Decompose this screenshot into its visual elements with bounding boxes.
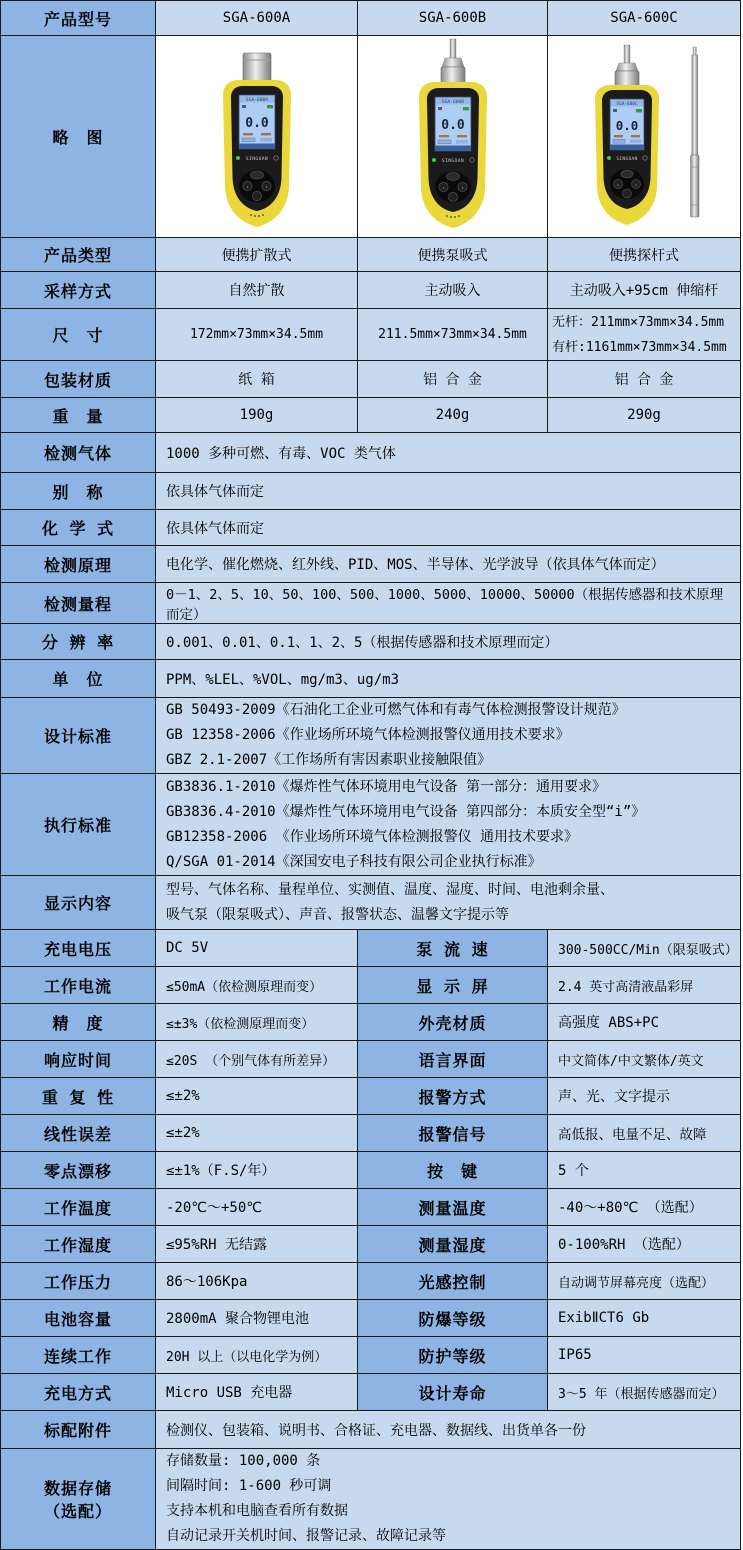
row-label-resolution: 分 辨 率 xyxy=(1,624,156,660)
svg-text:‹: ‹ xyxy=(616,182,620,188)
detection-range-value: 0－1、2、5、10、50、100、500、1000、5000、10000、50000（根据传感器和技术原理而定） xyxy=(156,583,741,624)
table-row xyxy=(1,583,741,624)
model-name-sga-600a: SGA-600A xyxy=(156,1,358,36)
design-life-value: 3～5 年（根据传感器而定） xyxy=(548,1374,741,1411)
data-storage-line: 存储数量: 100,000 条 xyxy=(166,1453,321,1469)
product-type-b: 便携泵吸式 xyxy=(358,238,548,272)
sensor-cap xyxy=(615,71,639,86)
product-type-c: 便携探杆式 xyxy=(548,238,741,272)
language-ui-value: 中文简体/中文繁体/英文 xyxy=(548,1041,741,1078)
model-name-sga-600c: SGA-600C xyxy=(548,1,741,36)
screen-reading: 0.0 xyxy=(615,117,639,133)
table-row xyxy=(1,624,741,660)
row-label-display-content: 显示内容 xyxy=(1,876,156,930)
row-label-alias: 别 称 xyxy=(1,473,156,510)
dimensions-c xyxy=(548,309,741,361)
table-row xyxy=(1,774,741,876)
svg-text:SGA-600A: SGA-600A xyxy=(245,97,268,103)
svg-text:‹: ‹ xyxy=(441,185,445,191)
svg-text:›: › xyxy=(634,182,638,188)
alarm-signal-value: 高低报、电量不足、故障 xyxy=(548,1115,741,1152)
display-content-line: 吸气泵（限泵吸式）、声音、报警状态、温馨文字提示等 xyxy=(166,906,509,923)
table-row xyxy=(1,1263,741,1300)
pump-flow-value: 300-500CC/Min（限泵吸式） xyxy=(548,930,741,967)
data-storage-label-line2: （选配） xyxy=(43,1502,112,1521)
row-label-chemical-formula: 化 学 式 xyxy=(1,510,156,546)
telescopic-rod-tip xyxy=(693,47,696,55)
row-label-working-humidity: 工作湿度 xyxy=(1,1226,156,1263)
row-label-unit: 单 位 xyxy=(1,660,156,698)
row-label-design-life: 设计寿命 xyxy=(358,1374,548,1411)
design-standard-line: GB 12358-2006《作业场所环境气体检测报警仪通用技术要求》 xyxy=(166,727,570,743)
svg-text:‹: ‹ xyxy=(245,184,249,190)
row-label-detected-gases: 检测气体 xyxy=(1,433,156,473)
row-label-design-standards: 设计标准 xyxy=(1,698,156,774)
row-label-working-current: 工作电流 xyxy=(1,967,156,1004)
table-row xyxy=(1,361,741,398)
table-row xyxy=(1,876,741,930)
row-label-sketch: 略 图 xyxy=(1,36,156,238)
device-image-sga-600c xyxy=(548,36,741,238)
light-control-value: 自动调节屏幕亮度（选配） xyxy=(548,1263,741,1300)
row-label-zero-drift: 零点漂移 xyxy=(1,1152,156,1189)
row-label-product-type: 产品类型 xyxy=(1,238,156,272)
table-row xyxy=(1,660,741,698)
table-row xyxy=(1,967,741,1004)
display-content-line: 型号、气体名称、量程单位、实测值、温度、湿度、时间、电池剩余量、 xyxy=(166,881,614,898)
table-row xyxy=(1,1189,741,1226)
measuring-temperature-value: -40～+80℃ （选配） xyxy=(548,1189,741,1226)
device-illustration-diffusion xyxy=(187,37,327,233)
working-temperature-value: -20℃～+50℃ xyxy=(156,1189,358,1226)
row-label-standard-accessories: 标配附件 xyxy=(1,1411,156,1449)
sampling-a: 自然扩散 xyxy=(156,272,358,309)
continuous-working-value: 20H 以上（以电化学为例） xyxy=(156,1337,358,1374)
row-label-detection-principle: 检测原理 xyxy=(1,546,156,583)
row-label-linearity-error: 线性误差 xyxy=(1,1115,156,1152)
row-label-repeatability: 重 复 性 xyxy=(1,1078,156,1115)
table-row xyxy=(1,433,741,473)
executive-standard-line: Q/SGA 01-2014《深国安电子科技有限公司企业执行标准》 xyxy=(166,853,542,870)
row-label-shell-material: 外壳材质 xyxy=(358,1004,548,1041)
working-current-value: ≤50mA（依检测原理而变） xyxy=(156,967,358,1004)
table-row xyxy=(1,1449,741,1550)
row-label-response-time: 响应时间 xyxy=(1,1041,156,1078)
zero-drift-value: ≤±1%（F.S/年） xyxy=(156,1152,358,1189)
sampling-b: 主动吸入 xyxy=(358,272,548,309)
charging-voltage-value: DC 5V xyxy=(156,930,358,967)
screen-reading: 0.0 xyxy=(244,115,269,131)
row-label-accuracy: 精 度 xyxy=(1,1004,156,1041)
executive-standard-line: GB12358-2006 《作业场所环境气体检测报警仪 通用技术要求》 xyxy=(166,828,579,845)
device-illustration-probe-rod xyxy=(569,37,719,233)
data-storage-label-line1: 数据存储 xyxy=(43,1479,112,1498)
device-image-sga-600a xyxy=(156,36,358,238)
standard-accessories-value: 检测仪、包装箱、说明书、合格证、充电器、数据线、出货单各一份 xyxy=(156,1411,741,1449)
row-label-alarm-signal: 报警信号 xyxy=(358,1115,548,1152)
design-standards-value xyxy=(156,698,741,774)
table-row xyxy=(1,1374,741,1411)
display-screen-value: 2.4 英寸高清液晶彩屏 xyxy=(548,967,741,1004)
table-row xyxy=(1,1115,741,1152)
table-row xyxy=(1,309,741,361)
resolution-value: 0.001、0.01、0.1、1、2、5（根据传感器和技术原理而定） xyxy=(156,624,741,660)
sensor-cap xyxy=(243,53,271,81)
packaging-c: 铝 合 金 xyxy=(548,361,741,398)
table-row xyxy=(1,272,741,309)
repeatability-value: ≤±2% xyxy=(156,1078,358,1115)
weight-b: 240g xyxy=(358,398,548,433)
probe-tube xyxy=(450,39,456,58)
data-storage-line: 间隔时间: 1-600 秒可调 xyxy=(166,1478,332,1494)
device-image-sga-600b xyxy=(358,36,548,238)
table-row xyxy=(1,1226,741,1263)
row-label-protection-grade: 防护等级 xyxy=(358,1337,548,1374)
brand-text: SINGOAN xyxy=(616,156,638,162)
row-label-sampling-method: 采样方式 xyxy=(1,272,156,309)
row-label-charging-method: 充电方式 xyxy=(1,1374,156,1411)
sampling-c: 主动吸入+95cm 伸缩杆 xyxy=(548,272,741,309)
row-label-detection-range: 检测量程 xyxy=(1,583,156,624)
packaging-b: 铝 合 金 xyxy=(358,361,548,398)
table-row xyxy=(1,1004,741,1041)
buttons-value: 5 个 xyxy=(548,1152,741,1189)
model-name-sga-600b: SGA-600B xyxy=(358,1,548,36)
row-label-weight: 重 量 xyxy=(1,398,156,433)
measuring-humidity-value: 0-100%RH （选配） xyxy=(548,1226,741,1263)
row-label-executive-standards: 执行标准 xyxy=(1,774,156,876)
unit-value: PPM、%LEL、%VOL、mg/m3、ug/m3 xyxy=(156,660,741,698)
alarm-mode-value: 声、光、文字提示 xyxy=(548,1078,741,1115)
data-storage-line: 自动记录开关机时间、报警记录、故障记录等 xyxy=(166,1528,446,1544)
row-label-charging-voltage: 充电电压 xyxy=(1,930,156,967)
status-led xyxy=(432,158,436,162)
row-label-data-storage xyxy=(1,1449,156,1550)
charging-method-value: Micro USB 充电器 xyxy=(156,1374,358,1411)
row-label-working-pressure: 工作压力 xyxy=(1,1263,156,1300)
svg-text:SGA-600C: SGA-600C xyxy=(616,101,638,107)
working-humidity-value: ≤95%RH 无结露 xyxy=(156,1226,358,1263)
row-label-product-model: 产品型号 xyxy=(1,1,156,36)
packaging-a: 纸 箱 xyxy=(156,361,358,398)
svg-text:SGA-600B: SGA-600B xyxy=(441,99,464,105)
linearity-error-value: ≤±2% xyxy=(156,1115,358,1152)
table-row xyxy=(1,1152,741,1189)
row-label-dimensions: 尺 寸 xyxy=(1,309,156,361)
shell-material-value: 高强度 ABS+PC xyxy=(548,1004,741,1041)
accuracy-value: ≤±3%（依检测原理而变） xyxy=(156,1004,358,1041)
weight-c: 290g xyxy=(548,398,741,433)
table-row xyxy=(1,698,741,774)
row-label-measuring-humidity: 测量湿度 xyxy=(358,1226,548,1263)
executive-standard-line: GB3836.1-2010《爆炸性气体环境用电气设备 第一部分：通用要求》 xyxy=(166,778,607,795)
table-row xyxy=(1,398,741,433)
row-label-display-screen: 显 示 屏 xyxy=(358,967,548,1004)
row-label-continuous-working: 连续工作 xyxy=(1,1337,156,1374)
table-row xyxy=(1,510,741,546)
weight-a: 190g xyxy=(156,398,358,433)
sensor-cap xyxy=(441,67,465,83)
table-row xyxy=(1,473,741,510)
design-standard-line: GB 50493-2009《石油化工企业可燃气体和有毒气体检测报警设计规范》 xyxy=(166,702,626,718)
table-row xyxy=(1,1,741,36)
row-label-explosion-proof-grade: 防爆等级 xyxy=(358,1300,548,1337)
telescopic-rod xyxy=(692,55,698,155)
executive-standard-line: GB3836.4-2010《爆炸性气体环境用电气设备 第四部分：本质安全型“i”》 xyxy=(166,803,646,820)
row-label-alarm-mode: 报警方式 xyxy=(358,1078,548,1115)
row-label-light-control: 光感控制 xyxy=(358,1263,548,1300)
table-row xyxy=(1,546,741,583)
row-label-battery-capacity: 电池容量 xyxy=(1,1300,156,1337)
row-label-pump-flow: 泵 流 速 xyxy=(358,930,548,967)
brand-text: SINGOAN xyxy=(245,156,268,162)
dimensions-c-line2: 有杆:1161mm×73mm×34.5mm xyxy=(552,339,727,355)
table-row xyxy=(1,1411,741,1449)
status-led xyxy=(607,156,611,160)
brand-text: SINGOAN xyxy=(441,158,464,164)
table-row xyxy=(1,238,741,272)
row-label-packaging-material: 包装材质 xyxy=(1,361,156,398)
battery-capacity-value: 2800mA 聚合物锂电池 xyxy=(156,1300,358,1337)
table-row xyxy=(1,1041,741,1078)
protection-grade-value: IP65 xyxy=(548,1337,741,1374)
row-label-language-ui: 语言界面 xyxy=(358,1041,548,1078)
dimensions-b: 211.5mm×73mm×34.5mm xyxy=(358,309,548,361)
detected-gases-value: 1000 多种可燃、有毒、VOC 类气体 xyxy=(156,433,741,473)
device-illustration-pump xyxy=(383,37,523,233)
chemical-formula-value: 依具体气体而定 xyxy=(156,510,741,546)
data-storage-value xyxy=(156,1449,741,1550)
table-row xyxy=(1,36,741,238)
response-time-value: ≤20S （个别气体有所差异） xyxy=(156,1041,358,1078)
design-standard-line: GBZ 2.1-2007《工作场所有害因素职业接触限值》 xyxy=(166,752,492,768)
screen-reading: 0.0 xyxy=(440,117,465,133)
executive-standards-value xyxy=(156,774,741,876)
table-row xyxy=(1,930,741,967)
row-label-buttons: 按 键 xyxy=(358,1152,548,1189)
alias-value: 依具体气体而定 xyxy=(156,473,741,510)
svg-text:›: › xyxy=(460,185,464,191)
table-row xyxy=(1,1300,741,1337)
row-label-measuring-temperature: 测量温度 xyxy=(358,1189,548,1226)
svg-text:›: › xyxy=(264,184,268,190)
table-row xyxy=(1,1337,741,1374)
dimensions-c-line1: 无杆：211mm×73mm×34.5mm xyxy=(552,314,725,330)
data-storage-line: 支持本机和电脑查看所有数据 xyxy=(166,1503,348,1519)
detection-principle-value: 电化学、催化燃烧、红外线、PID、MOS、半导体、光学波导（依具体气体而定） xyxy=(156,546,741,583)
working-pressure-value: 86～106Kpa xyxy=(156,1263,358,1300)
probe-tube xyxy=(624,45,630,63)
row-label-working-temperature: 工作温度 xyxy=(1,1189,156,1226)
product-type-a: 便携扩散式 xyxy=(156,238,358,272)
explosion-proof-grade-value: ExibⅡCT6 Gb xyxy=(548,1300,741,1337)
status-led xyxy=(236,156,240,160)
display-content-value xyxy=(156,876,741,930)
table-row xyxy=(1,1078,741,1115)
dimensions-a: 172mm×73mm×34.5mm xyxy=(156,309,358,361)
